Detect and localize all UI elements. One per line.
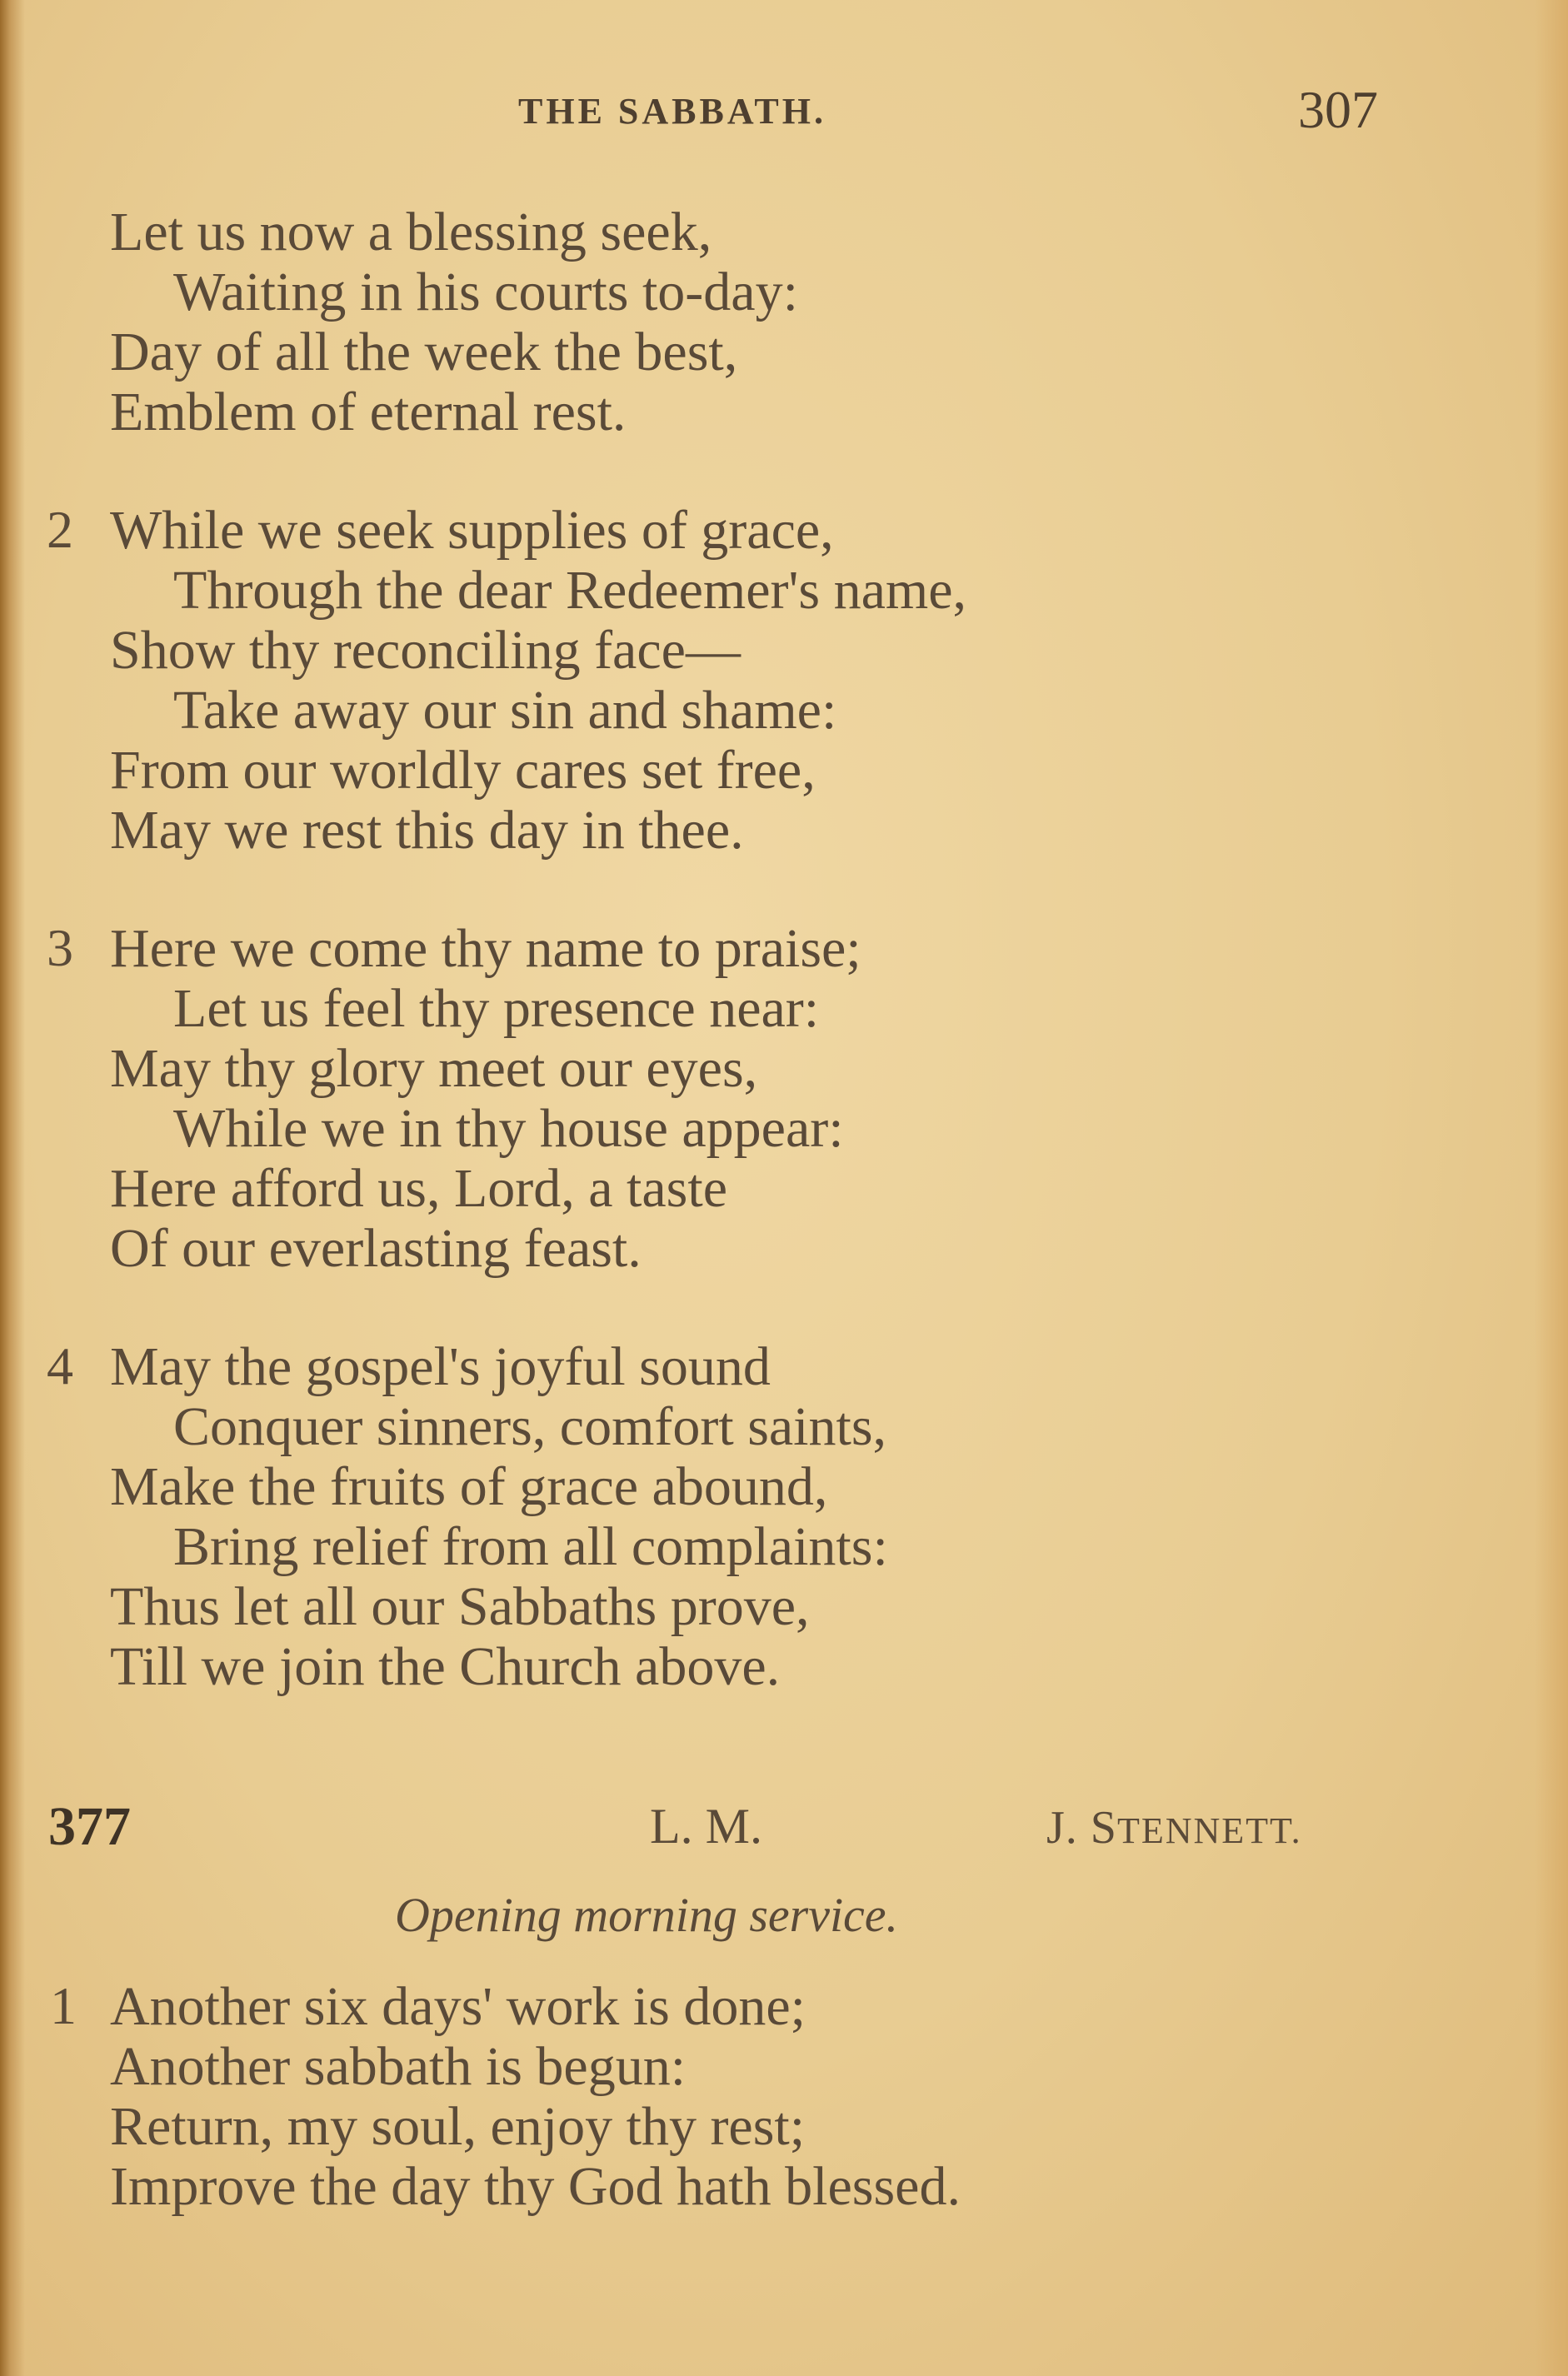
verse-line: Return, my soul, enjoy thy rest;: [110, 2096, 806, 2157]
verse-line: Make the fruits of grace abound,: [110, 1456, 828, 1517]
stanza-number: 2: [47, 500, 73, 559]
page-binding-edge: [0, 0, 25, 2376]
hymn-number: 377: [48, 1796, 131, 1857]
verse-line: While we seek supplies of grace,: [110, 500, 834, 561]
hymn-subtitle: Opening morning service.: [395, 1888, 899, 1942]
hymn-meter: L. M.: [650, 1799, 762, 1854]
verse-line: Conquer sinners, comfort saints,: [173, 1396, 887, 1457]
hymn-author: [1046, 1802, 1302, 1854]
verse-line: Take away our sin and shame:: [173, 680, 837, 741]
verse-line: Show thy reconciling face—: [110, 620, 741, 681]
page-number: 307: [1298, 80, 1378, 139]
verse-line: May we rest this day in thee.: [110, 800, 744, 861]
verse-line: Till we join the Church above.: [110, 1636, 781, 1697]
verse-line: While we in thy house appear:: [173, 1098, 844, 1159]
verse-line: Another sabbath is begun:: [110, 2036, 687, 2097]
stanza-number: 1: [50, 1976, 77, 2035]
verse-line: May the gospel's joyful sound: [110, 1336, 771, 1397]
verse-line: From our worldly cares set free,: [110, 740, 816, 801]
verse-line: Day of all the week the best,: [110, 322, 738, 382]
verse-line: Waiting in his courts to-day:: [173, 262, 798, 322]
verse-line: Here afford us, Lord, a taste: [110, 1158, 727, 1219]
stanza-number: 4: [47, 1336, 73, 1395]
verse-line: Through the dear Redeemer's name,: [173, 560, 967, 621]
verse-line: Bring relief from all complaints:: [173, 1516, 888, 1577]
verse-line: Emblem of eternal rest.: [110, 382, 627, 442]
author-surname: TENNETT.: [1116, 1810, 1302, 1851]
verse-line: May thy glory meet our eyes,: [110, 1038, 758, 1099]
page-outer-edge: [1535, 0, 1568, 2376]
verse-line: Of our everlasting feast.: [110, 1218, 642, 1279]
verse-line: Thus let all our Sabbaths prove,: [110, 1576, 810, 1637]
verse-line: Here we come thy name to praise;: [110, 918, 861, 979]
verse-line: Another six days' work is done;: [110, 1976, 806, 2037]
verse-line: Let us now a blessing seek,: [110, 202, 712, 262]
verse-line: Improve the day thy God hath blessed.: [110, 2156, 961, 2217]
stanza-number: 3: [47, 918, 73, 977]
author-initial: J. S: [1046, 1802, 1117, 1854]
running-title: THE SABBATH.: [518, 91, 826, 132]
verse-line: Let us feel thy presence near:: [173, 978, 820, 1039]
